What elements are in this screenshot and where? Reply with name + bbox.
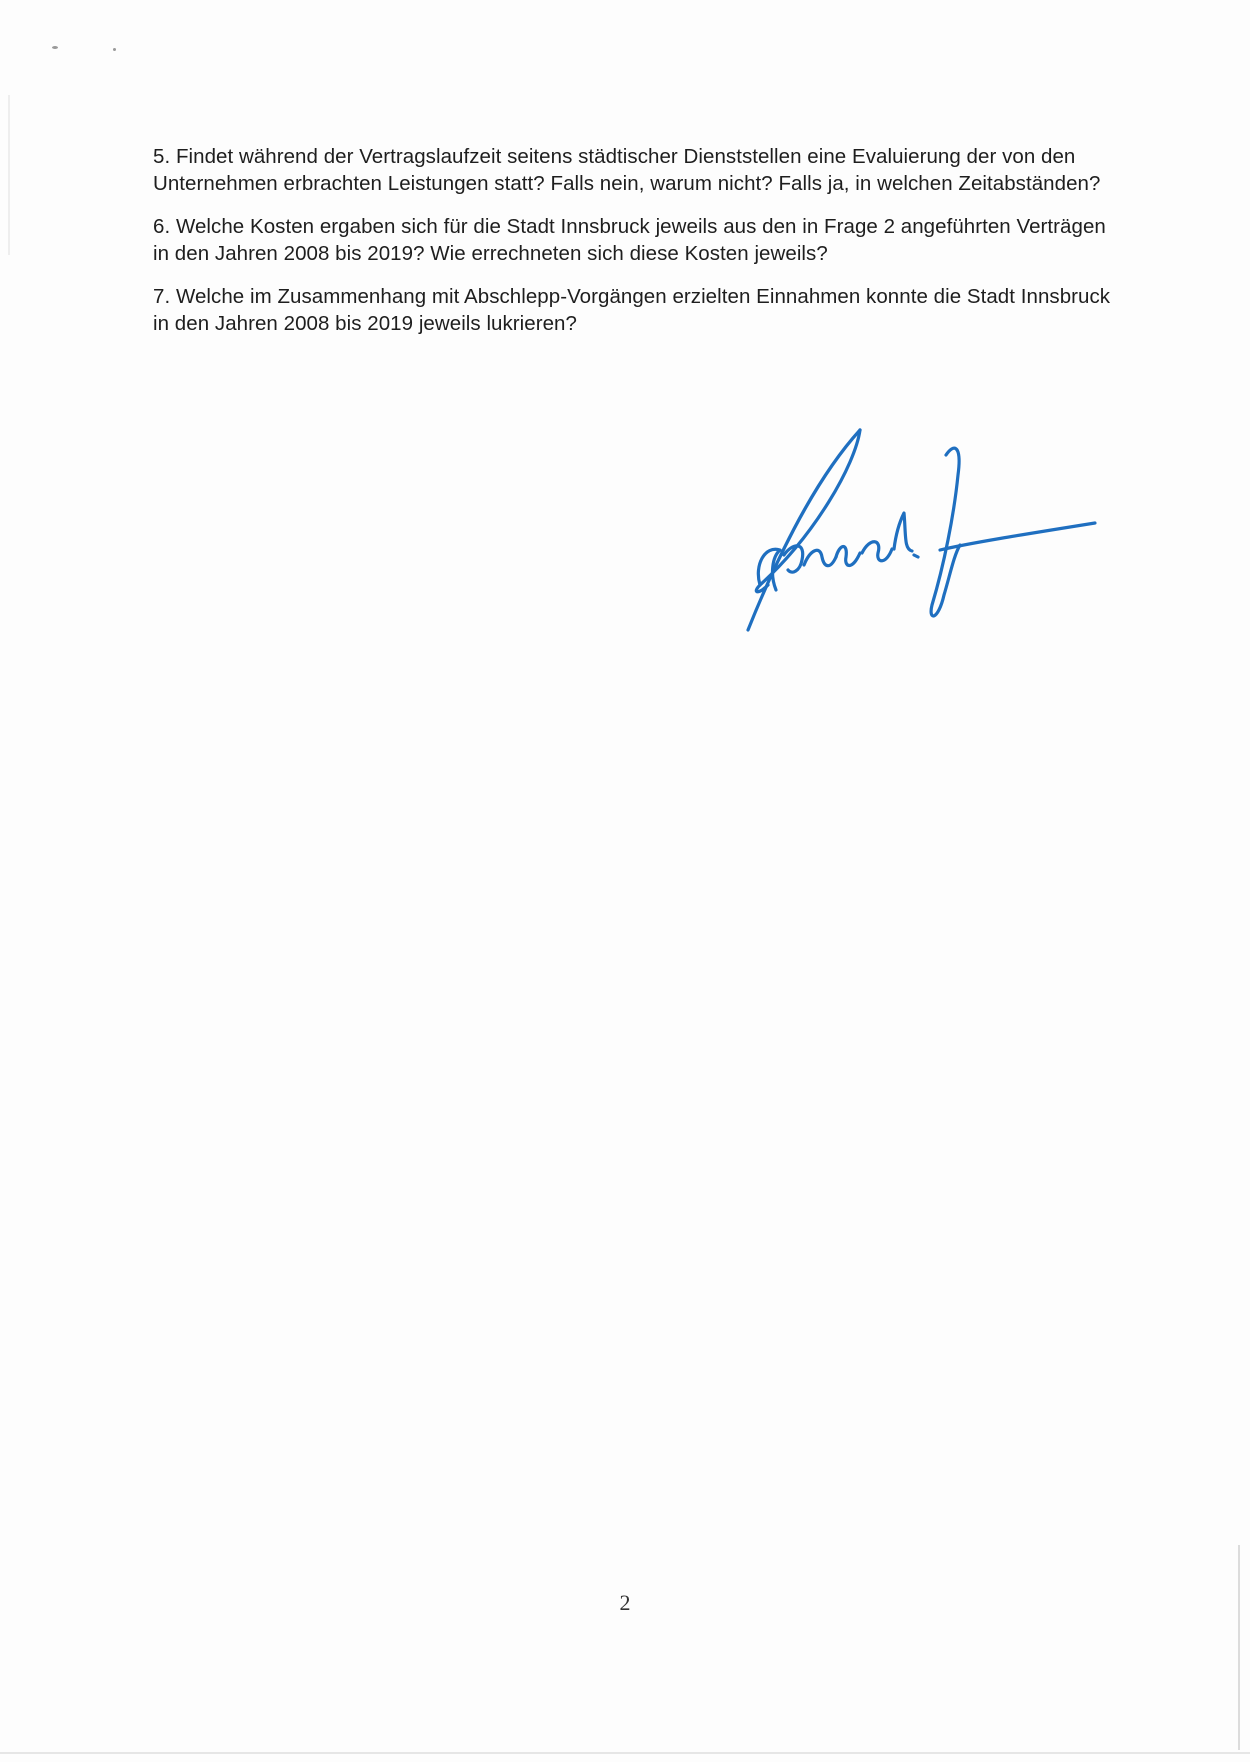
question-5: 5. Findet während der Vertragslaufzeit seitens städtischer Dienststellen eine Evaluierung der von den Unternehmen erbrachten Leistungen statt? Falls nein, warum nicht? Falls ja, in welchen Zeitabständen? xyxy=(153,145,1101,195)
handwritten-signature xyxy=(740,425,1100,640)
scan-edge xyxy=(8,95,10,255)
signature-stroke xyxy=(894,513,912,551)
scan-edge xyxy=(1238,1545,1240,1750)
signature-stroke xyxy=(862,542,892,561)
signature-stroke xyxy=(914,555,918,557)
signature-stroke xyxy=(748,430,860,630)
question-list xyxy=(153,143,1113,353)
page-number: 2 xyxy=(619,1590,631,1615)
signature-stroke xyxy=(931,448,960,616)
scan-edge xyxy=(0,1752,1250,1754)
scan-speck xyxy=(113,48,116,51)
scan-speck xyxy=(52,46,58,49)
signature-stroke xyxy=(804,550,836,565)
question-7: 7. Welche im Zusammenhang mit Abschlepp-Vorgängen erzielten Einnahmen konnte die Stadt Innsbruck in den Jahren 2008 bis 2019 jeweils lukrieren? xyxy=(153,285,1111,335)
question-6: 6. Welche Kosten ergaben sich für die Stadt Innsbruck jeweils aus den in Frage 2 angeführten Verträgen in den Jahren 2008 bis 2019? Wie errechneten sich diese Kosten jeweils? xyxy=(153,215,1106,265)
signature-stroke xyxy=(940,523,1095,550)
signature-stroke xyxy=(836,547,860,566)
